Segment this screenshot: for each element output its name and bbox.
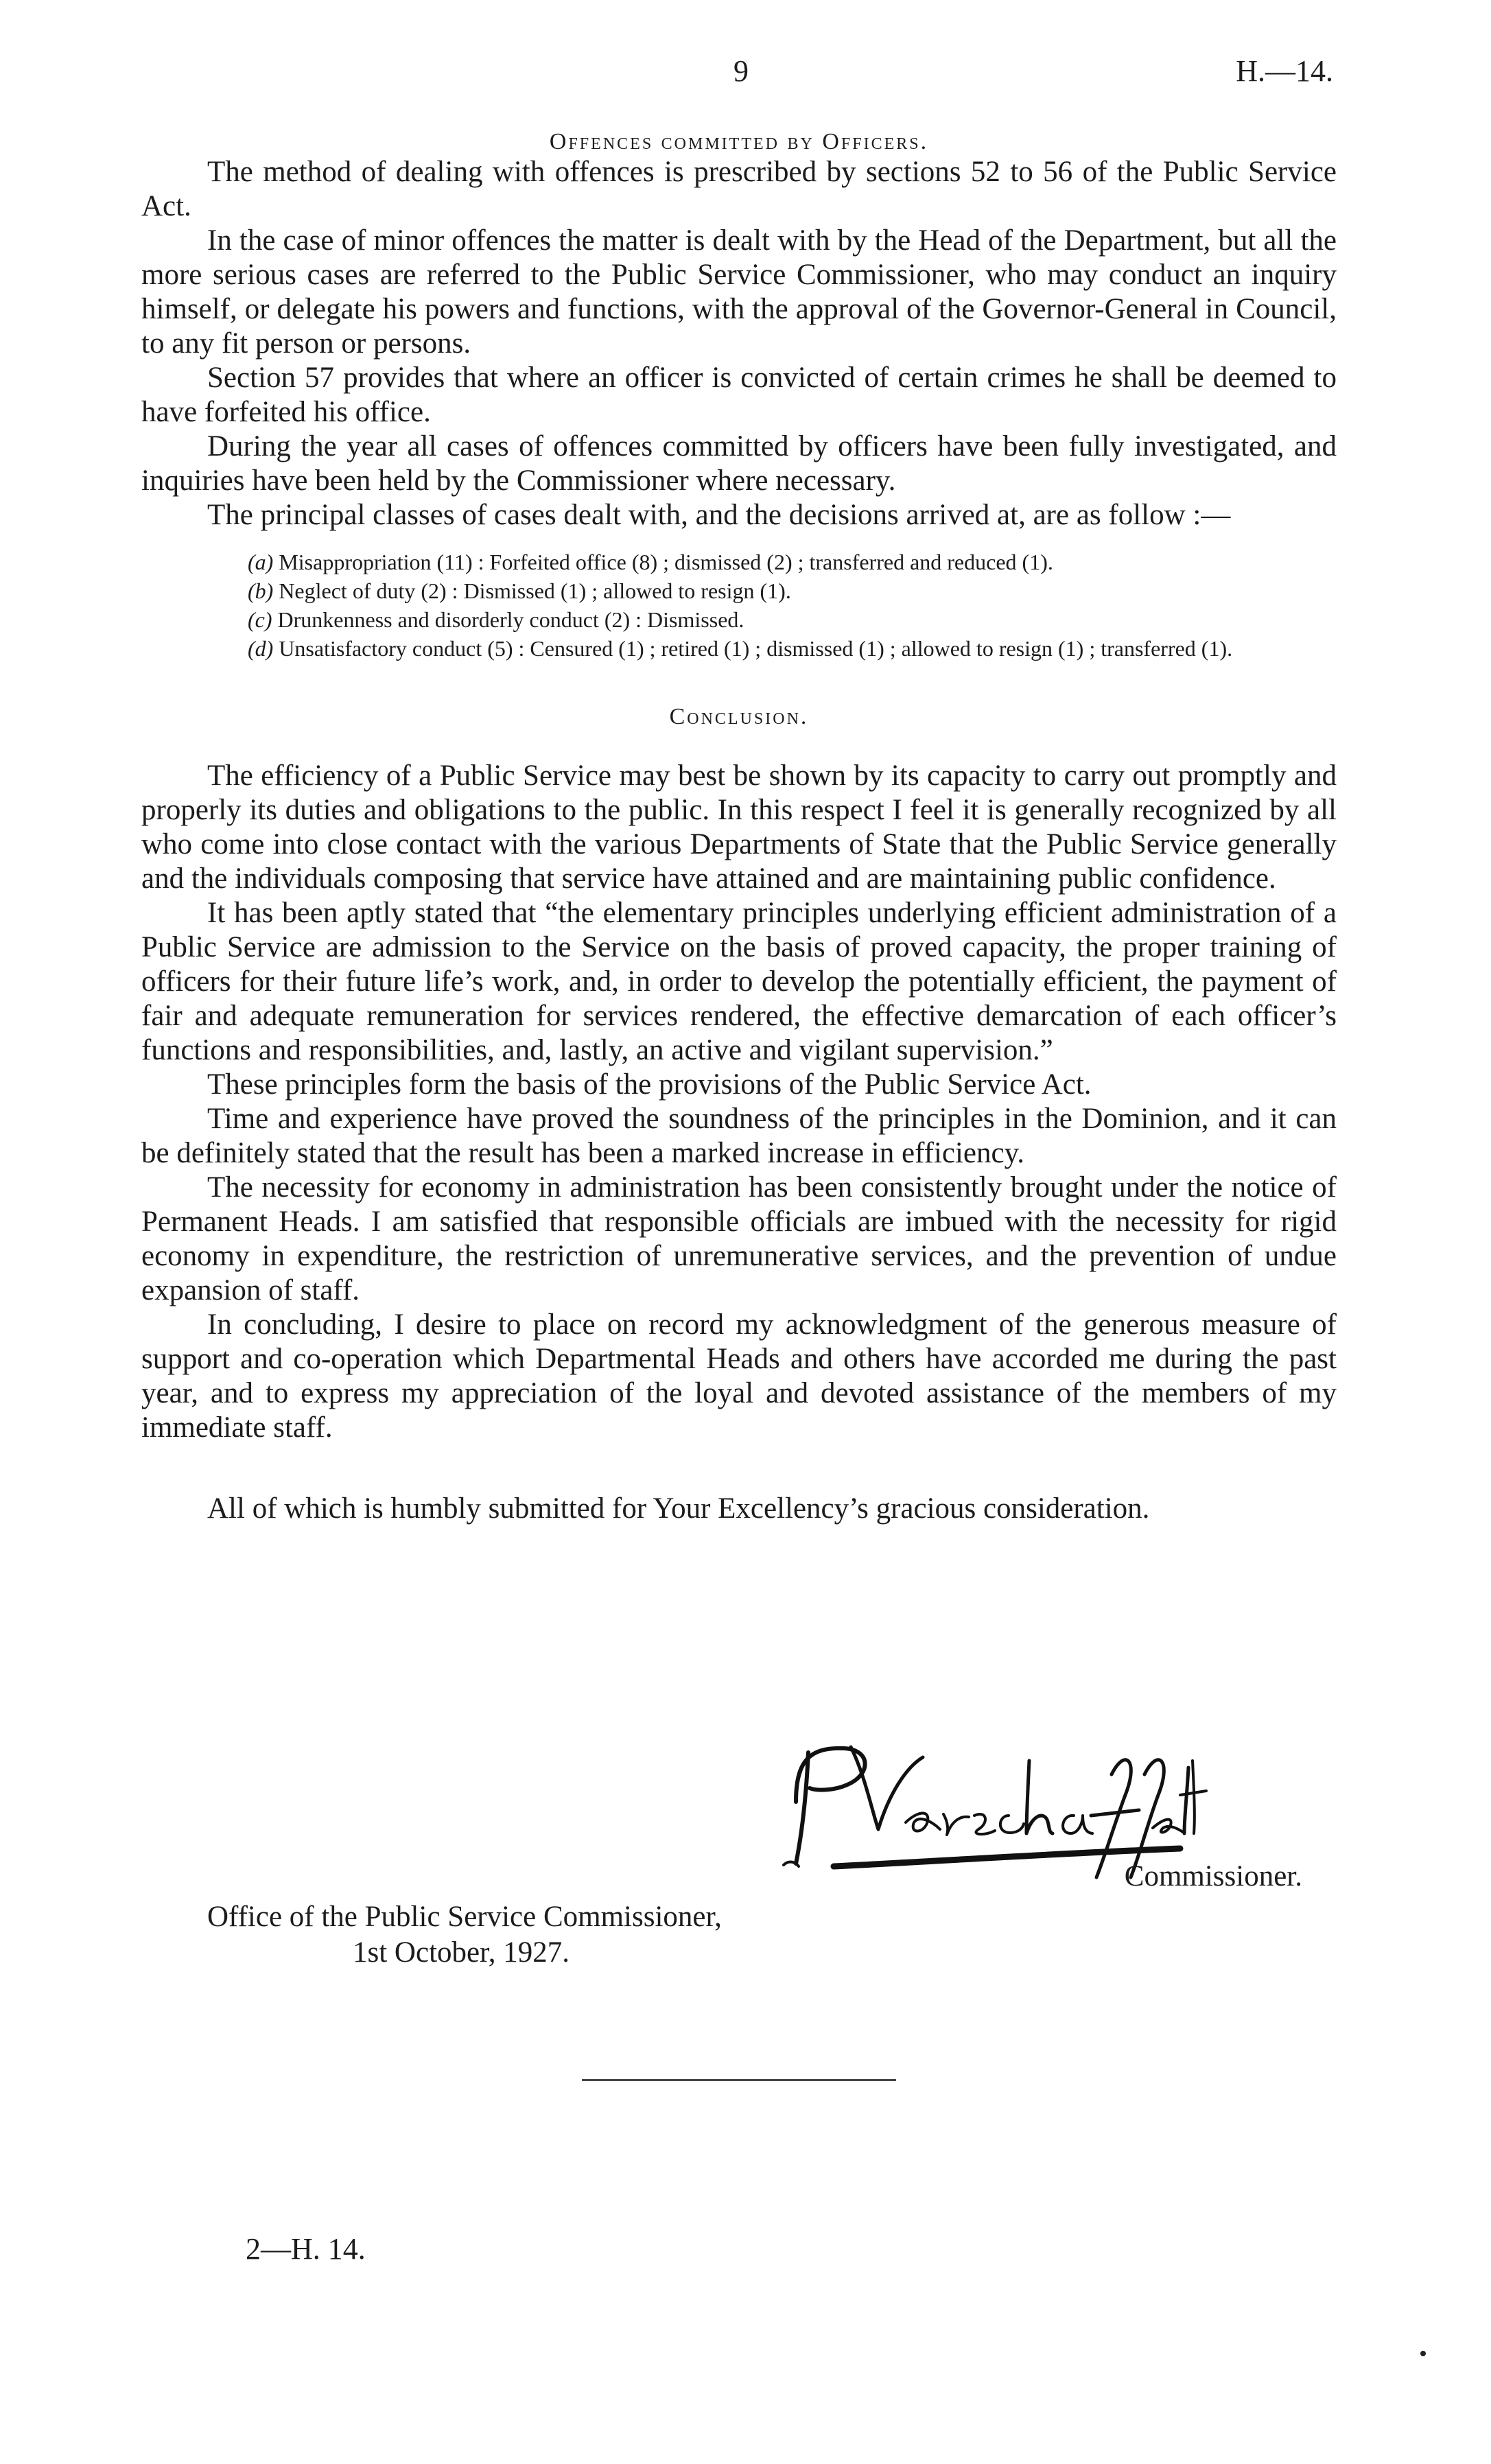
conclusion-heading: Conclusion.	[669, 704, 809, 729]
print-speck	[1420, 2351, 1426, 2356]
closing-line: All of which is humbly submitted for Your Excellency’s gracious consideration.	[207, 1492, 1150, 1525]
offences-paragraph-1: The method of dealing with offences is prescribed by sections 52 to 56 of the Public Service Act.	[141, 156, 1337, 222]
heading-gap	[141, 730, 1337, 759]
office-name: Office of the Public Service Commissioner,	[207, 1901, 722, 1933]
offences-heading: Offences committed by Officers.	[549, 129, 929, 154]
offences-paragraph-2: In the case of minor offences the matter is dealt with by the Head of the Department, but all the more serious cases are referred to the Public Service Commissioner, who may conduct an inquiry himself, or delegate his powers and functions, with the approval of the Governor-General in Council, to any fit person or persons.	[141, 224, 1337, 360]
case-item-b	[141, 576, 1337, 605]
case-text: Drunkenness and disorderly conduct (2) : Dismissed.	[277, 607, 744, 632]
conclusion-paragraph-3: These principles form the basis of the provisions of the Public Service Act.	[207, 1068, 1092, 1101]
conclusion-paragraph-4: Time and experience have proved the soundness of the principles in the Dominion, and it can be definitely stated that the result has been a marked increase in efficiency.	[141, 1103, 1337, 1169]
case-item-c	[141, 605, 1337, 634]
conclusion-paragraph-2: It has been aptly stated that “the elementary principles underlying efficient administration of a Public Service are admission to the Service on the basis of proved capacity, the proper training of officers for their future life’s work, and, in order to develop the potentially efficient, the payment of fair and adequate remuneration for services rendered, the effective demarcation of each officer’s functions and responsibilities, and, lastly, an active and vigilant supervision.”	[141, 897, 1337, 1066]
case-text: Unsatisfactory conduct (5) : Censured (1) ; retired (1) ; dismissed (1) ; allowed to resign (1) ; transferred (1).	[279, 636, 1233, 661]
office-block	[207, 1899, 722, 1971]
conclusion-paragraph-5: The necessity for economy in administration has been consistently brought under the notice of Permanent Heads. I am satisfied that responsible officials are imbued with the necessity for rigid economy in expenditure, the restriction of unremunerative services, and the prevention of undue expansion of staff.	[141, 1171, 1337, 1306]
case-text: Misappropriation (11) : Forfeited office (8) ; dismissed (2) ; transferred and reduced (1).	[279, 550, 1053, 574]
page-number: 9	[733, 54, 749, 88]
document-reference: H.—14.	[1236, 54, 1333, 88]
case-label: (c)	[248, 607, 272, 632]
offences-paragraph-5: The principal classes of cases dealt with, and the decisions arrived at, are as follow :—	[207, 499, 1231, 531]
case-list	[141, 548, 1337, 663]
case-label: (a)	[248, 550, 274, 574]
offences-paragraph-3: Section 57 provides that where an officer is convicted of certain crimes he shall be deemed to have forfeited his office.	[141, 362, 1337, 428]
page-body	[141, 129, 1337, 1526]
office-date: 1st October, 1927.	[353, 1936, 570, 1969]
conclusion-paragraph-1: The efficiency of a Public Service may best be shown by its capacity to carry out promptly and properly its duties and obligations to the public. In this respect I feel it is generally recognized by all who come into close contact with the various Departments of State that the Public Service generally and the individuals composing that service have attained and are maintaining public confidence.	[141, 760, 1337, 895]
signatory-title: Commissioner.	[1124, 1860, 1302, 1892]
case-label: (d)	[248, 636, 274, 661]
case-item-a	[141, 548, 1337, 576]
case-item-d	[141, 634, 1337, 663]
divider-rule	[582, 2079, 896, 2081]
case-text: Neglect of duty (2) : Dismissed (1) ; allowed to resign (1).	[279, 578, 791, 603]
section-gap	[141, 663, 1337, 704]
case-label: (b)	[248, 578, 274, 603]
conclusion-paragraph-6: In concluding, I desire to place on record my acknowledgment of the generous measure of support and co-operation which Departmental Heads and others have accorded me during the past year, and to express my appreciation of the loyal and devoted assistance of the members of my immediate staff.	[141, 1309, 1337, 1444]
footer-signature-mark: 2—H. 14.	[246, 2232, 366, 2266]
offences-paragraph-4: During the year all cases of offences committed by officers have been fully investigated, and inquiries have been held by the Commissioner where necessary.	[141, 430, 1337, 497]
